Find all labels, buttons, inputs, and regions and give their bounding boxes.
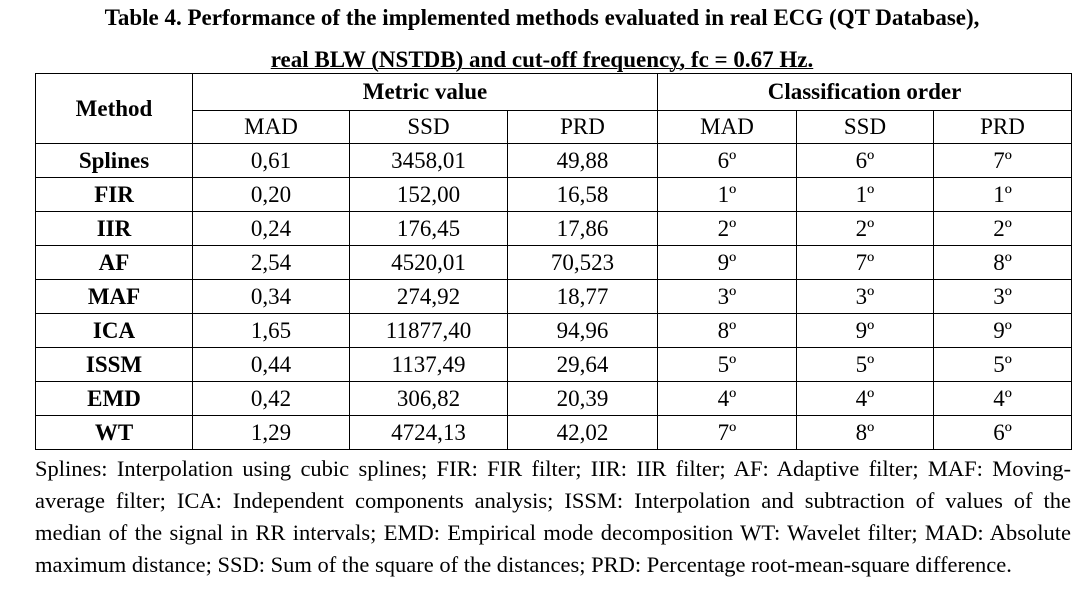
metric-ssd-cell: 152,00	[350, 178, 508, 212]
order-prd-cell: 1º	[934, 178, 1072, 212]
order-ssd-cell: 8º	[797, 416, 934, 450]
order-prd-cell: 5º	[934, 348, 1072, 382]
metric-prd-cell: 18,77	[508, 280, 658, 314]
metric-ssd-cell: 11877,40	[350, 314, 508, 348]
order-mad-cell: 5º	[658, 348, 797, 382]
method-column-header: Method	[36, 74, 193, 144]
order-ssd-cell: 6º	[797, 144, 934, 178]
order-mad-cell: 1º	[658, 178, 797, 212]
method-cell: ICA	[36, 314, 193, 348]
classification-order-group-header: Classification order	[658, 74, 1072, 111]
metric-mad-cell: 0,61	[193, 144, 350, 178]
metric-ssd-cell: 306,82	[350, 382, 508, 416]
metric-ssd-cell: 176,45	[350, 212, 508, 246]
metric-mad-cell: 0,34	[193, 280, 350, 314]
metric-prd-cell: 16,58	[508, 178, 658, 212]
order-ssd-cell: 4º	[797, 382, 934, 416]
metric-prd-cell: 20,39	[508, 382, 658, 416]
metric-ssd-header: SSD	[350, 111, 508, 144]
order-mad-cell: 7º	[658, 416, 797, 450]
table-row	[36, 280, 1072, 314]
method-cell: FIR	[36, 178, 193, 212]
order-mad-cell: 2º	[658, 212, 797, 246]
order-mad-header: MAD	[658, 111, 797, 144]
metric-prd-cell: 70,523	[508, 246, 658, 280]
table-header-row-groups	[36, 74, 1072, 111]
table-row	[36, 416, 1072, 450]
table-row	[36, 246, 1072, 280]
method-cell: WT	[36, 416, 193, 450]
order-ssd-header: SSD	[797, 111, 934, 144]
metric-mad-cell: 0,20	[193, 178, 350, 212]
order-ssd-cell: 2º	[797, 212, 934, 246]
table-caption-line-1: Table 4. Performance of the implemented methods evaluated in real ECG (QT Database),	[104, 5, 980, 30]
table-row	[36, 144, 1072, 178]
order-prd-cell: 3º	[934, 280, 1072, 314]
table-row	[36, 212, 1072, 246]
method-cell: EMD	[36, 382, 193, 416]
metric-ssd-cell: 4724,13	[350, 416, 508, 450]
order-prd-cell: 6º	[934, 416, 1072, 450]
order-prd-cell: 9º	[934, 314, 1072, 348]
metric-mad-cell: 0,42	[193, 382, 350, 416]
metric-prd-cell: 29,64	[508, 348, 658, 382]
order-prd-cell: 7º	[934, 144, 1072, 178]
table-caption-line-2	[0, 45, 1084, 75]
metric-mad-cell: 1,65	[193, 314, 350, 348]
order-mad-cell: 4º	[658, 382, 797, 416]
order-prd-cell: 8º	[934, 246, 1072, 280]
method-cell: MAF	[36, 280, 193, 314]
order-mad-cell: 8º	[658, 314, 797, 348]
metric-mad-cell: 0,44	[193, 348, 350, 382]
order-ssd-cell: 3º	[797, 280, 934, 314]
order-prd-cell: 4º	[934, 382, 1072, 416]
metric-prd-cell: 49,88	[508, 144, 658, 178]
metric-mad-cell: 0,24	[193, 212, 350, 246]
metric-prd-cell: 42,02	[508, 416, 658, 450]
table-row	[36, 382, 1072, 416]
metric-prd-cell: 94,96	[508, 314, 658, 348]
method-cell: IIR	[36, 212, 193, 246]
metric-mad-cell: 2,54	[193, 246, 350, 280]
order-ssd-cell: 5º	[797, 348, 934, 382]
table-footnote: Splines: Interpolation using cubic splines; FIR: FIR filter; IIR: IIR filter; AF: Adaptive filter; MAF: Moving-average filter; ICA: Independent components analysis; ISSM: Interpolation and subtraction of values of the median of the signal in RR intervals; EMD: Empirical mode decomposition WT: Wavelet filter; MAD: Absolute maximum distance; SSD: Sum of the square of the distances; PRD: Percentage root-mean-square difference.	[35, 456, 1071, 577]
metric-ssd-cell: 3458,01	[350, 144, 508, 178]
metric-prd-cell: 17,86	[508, 212, 658, 246]
table-row	[36, 348, 1072, 382]
order-ssd-cell: 7º	[797, 246, 934, 280]
metric-ssd-cell: 4520,01	[350, 246, 508, 280]
table-caption-line-2-text: real BLW (NSTDB) and cut-off frequency, fc = 0.67 Hz.	[270, 47, 814, 72]
table-row	[36, 178, 1072, 212]
table-row	[36, 314, 1072, 348]
table-body	[36, 144, 1072, 450]
order-prd-header: PRD	[934, 111, 1072, 144]
metric-mad-cell: 1,29	[193, 416, 350, 450]
method-cell: Splines	[36, 144, 193, 178]
method-cell: AF	[36, 246, 193, 280]
order-mad-cell: 6º	[658, 144, 797, 178]
metric-prd-header: PRD	[508, 111, 658, 144]
order-mad-cell: 3º	[658, 280, 797, 314]
metric-mad-header: MAD	[193, 111, 350, 144]
order-mad-cell: 9º	[658, 246, 797, 280]
order-ssd-cell: 1º	[797, 178, 934, 212]
metric-ssd-cell: 1137,49	[350, 348, 508, 382]
performance-table	[35, 73, 1072, 450]
method-cell: ISSM	[36, 348, 193, 382]
order-prd-cell: 2º	[934, 212, 1072, 246]
metric-value-group-header: Metric value	[193, 74, 658, 111]
order-ssd-cell: 9º	[797, 314, 934, 348]
metric-ssd-cell: 274,92	[350, 280, 508, 314]
